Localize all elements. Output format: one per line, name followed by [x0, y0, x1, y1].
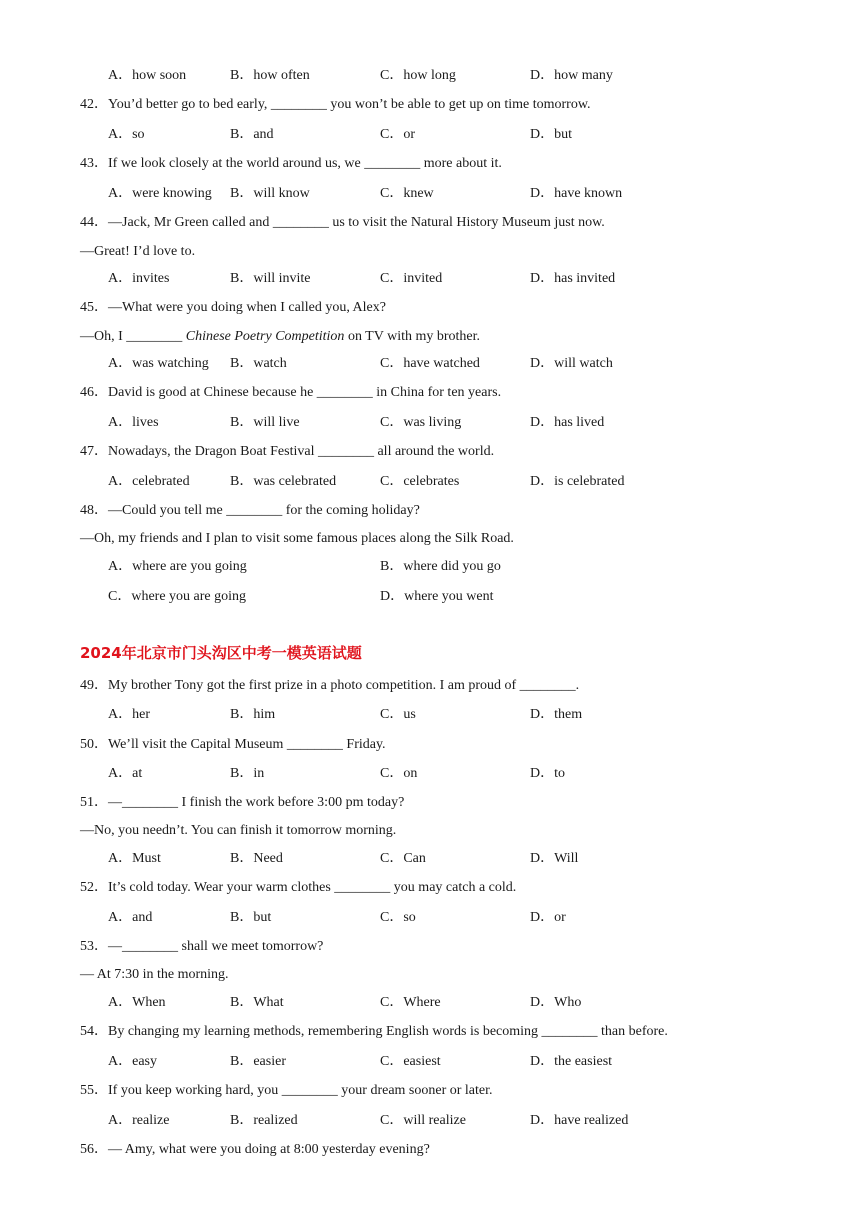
question-number: 56．: [80, 1142, 108, 1157]
options-row: [108, 1053, 808, 1071]
option-b: B．Need: [230, 851, 283, 866]
question-number: 47．: [80, 444, 108, 459]
option-c: C．how long: [380, 68, 456, 83]
question-stem: —What were you doing when I called you, Alex?: [108, 300, 386, 315]
question-stem: —________ I finish the work before 3:00 pm today?: [108, 795, 405, 810]
option-c: C．Can: [380, 851, 426, 866]
question-number: 52．: [80, 880, 108, 895]
option-d: D．where you went: [380, 589, 494, 604]
option-c: C．have watched: [380, 356, 480, 371]
question-46: [80, 384, 501, 402]
option-b: B．realized: [230, 1113, 298, 1128]
question-number: 45．: [80, 300, 108, 315]
question-52: [80, 879, 516, 897]
option-a: A．her: [108, 707, 150, 722]
question-number: 42．: [80, 97, 108, 112]
question-stem: David is good at Chinese because he ________ in China for ten years.: [108, 385, 502, 400]
options-row: [108, 1112, 808, 1130]
section-title: 2024年北京市门头沟区中考一模英语试题: [80, 644, 362, 662]
option-d: D．to: [530, 766, 565, 781]
question-44: [80, 214, 605, 232]
option-a: A．and: [108, 910, 153, 925]
question-number: 44．: [80, 215, 108, 230]
question-stem: —Jack, Mr Green called and ________ us to visit the Natural History Museum just now.: [108, 215, 605, 230]
options-row: [108, 994, 808, 1012]
option-b: B．how often: [230, 68, 310, 83]
option-b: B．was celebrated: [230, 474, 337, 489]
option-c: C．us: [380, 707, 416, 722]
question-reply: [80, 328, 480, 346]
option-d: D．have known: [530, 186, 623, 201]
option-b: B．him: [230, 707, 276, 722]
option-b: B．in: [230, 766, 265, 781]
question-reply: —Oh, my friends and I plan to visit some famous places along the Silk Road.: [80, 531, 514, 546]
option-d: D．Will: [530, 851, 579, 866]
option-c: C．on: [380, 766, 418, 781]
option-a: A．where are you going: [108, 559, 247, 574]
question-48: [80, 502, 420, 520]
question-stem: We’ll visit the Capital Museum ________ Friday.: [108, 737, 386, 752]
option-d: D．has invited: [530, 271, 616, 286]
options-row: [108, 909, 808, 927]
option-d: D．them: [530, 707, 583, 722]
option-b: B．where did you go: [380, 559, 501, 574]
question-stem: You’d better go to bed early, ________ you won’t be able to get up on time tomorrow.: [108, 97, 591, 112]
question-43: [80, 155, 502, 173]
options-row: [108, 185, 808, 203]
reply-text: —Oh, I ________: [80, 329, 186, 344]
option-b: B．What: [230, 995, 284, 1010]
question-47: [80, 443, 494, 461]
options-row: [108, 765, 808, 783]
option-b: B．will invite: [230, 271, 311, 286]
option-a: A．celebrated: [108, 474, 190, 489]
reply-text: on TV with my brother.: [344, 329, 481, 344]
options-row: [108, 126, 808, 144]
option-a: A．invites: [108, 271, 170, 286]
question-stem: Nowadays, the Dragon Boat Festival ________ all around the world.: [108, 444, 495, 459]
option-b: B．but: [230, 910, 272, 925]
question-stem: It’s cold today. Wear your warm clothes ________ you may catch a cold.: [108, 880, 517, 895]
options-row: [108, 558, 808, 576]
question-stem: My brother Tony got the first prize in a photo competition. I am proud of ________.: [108, 678, 580, 693]
question-42: [80, 96, 591, 114]
option-c: C．Where: [380, 995, 441, 1010]
option-a: A．at: [108, 766, 143, 781]
option-c: C．knew: [380, 186, 434, 201]
option-d: D．Who: [530, 995, 582, 1010]
question-number: 51．: [80, 795, 108, 810]
option-c: C．was living: [380, 415, 462, 430]
option-c: C．will realize: [380, 1113, 466, 1128]
question-number: 55．: [80, 1083, 108, 1098]
option-d: D．or: [530, 910, 566, 925]
option-b: B．will know: [230, 186, 310, 201]
option-d: D．how many: [530, 68, 613, 83]
option-a: A．lives: [108, 415, 159, 430]
options-row: [108, 588, 808, 606]
options-row: [108, 706, 808, 724]
option-d: D．have realized: [530, 1113, 629, 1128]
question-number: 53．: [80, 939, 108, 954]
question-51: [80, 794, 404, 812]
question-53: [80, 938, 323, 956]
reply-italic-title: Chinese Poetry Competition: [185, 329, 345, 344]
question-stem: —Could you tell me ________ for the coming holiday?: [108, 503, 420, 518]
option-a: A．so: [108, 127, 145, 142]
option-b: B．watch: [230, 356, 287, 371]
option-d: D．but: [530, 127, 572, 142]
option-a: A．was watching: [108, 356, 209, 371]
question-stem: — Amy, what were you doing at 8:00 yesterday evening?: [108, 1142, 430, 1157]
question-number: 43．: [80, 156, 108, 171]
question-54: [80, 1023, 668, 1041]
options-row: [108, 270, 808, 288]
question-stem: By changing my learning methods, remembering English words is becoming ________ than before.: [108, 1024, 668, 1039]
options-row: [108, 67, 808, 85]
question-56: [80, 1141, 430, 1159]
option-c: C．easiest: [380, 1054, 441, 1069]
option-d: D．is celebrated: [530, 474, 625, 489]
options-row: [108, 355, 808, 373]
question-reply: — At 7:30 in the morning.: [80, 967, 229, 982]
option-c: C．or: [380, 127, 415, 142]
option-b: B．and: [230, 127, 274, 142]
question-number: 50．: [80, 737, 108, 752]
option-c: C．invited: [380, 271, 443, 286]
question-stem: —________ shall we meet tomorrow?: [108, 939, 324, 954]
question-45: [80, 299, 386, 317]
question-stem: If you keep working hard, you ________ your dream sooner or later.: [108, 1083, 493, 1098]
question-50: [80, 736, 386, 754]
option-a: A．were knowing: [108, 186, 212, 201]
question-stem: If we look closely at the world around us, we ________ more about it.: [108, 156, 502, 171]
option-a: A．easy: [108, 1054, 157, 1069]
question-number: 48．: [80, 503, 108, 518]
question-reply: —Great! I’d love to.: [80, 244, 196, 259]
option-b: B．will live: [230, 415, 300, 430]
option-d: D．the easiest: [530, 1054, 613, 1069]
question-49: [80, 677, 579, 695]
options-row: [108, 414, 808, 432]
question-number: 46．: [80, 385, 108, 400]
option-d: D．will watch: [530, 356, 613, 371]
option-a: A．realize: [108, 1113, 170, 1128]
option-d: D．has lived: [530, 415, 605, 430]
option-a: A．Must: [108, 851, 161, 866]
option-a: A．When: [108, 995, 166, 1010]
question-55: [80, 1082, 493, 1100]
option-c: C．so: [380, 910, 416, 925]
question-reply: —No, you needn’t. You can finish it tomorrow morning.: [80, 823, 397, 838]
option-c: C．where you are going: [108, 589, 247, 604]
options-row: [108, 473, 808, 491]
option-a: A．how soon: [108, 68, 187, 83]
question-number: 49．: [80, 678, 108, 693]
question-number: 54．: [80, 1024, 108, 1039]
option-c: C．celebrates: [380, 474, 460, 489]
options-row: [108, 850, 808, 868]
option-b: B．easier: [230, 1054, 286, 1069]
